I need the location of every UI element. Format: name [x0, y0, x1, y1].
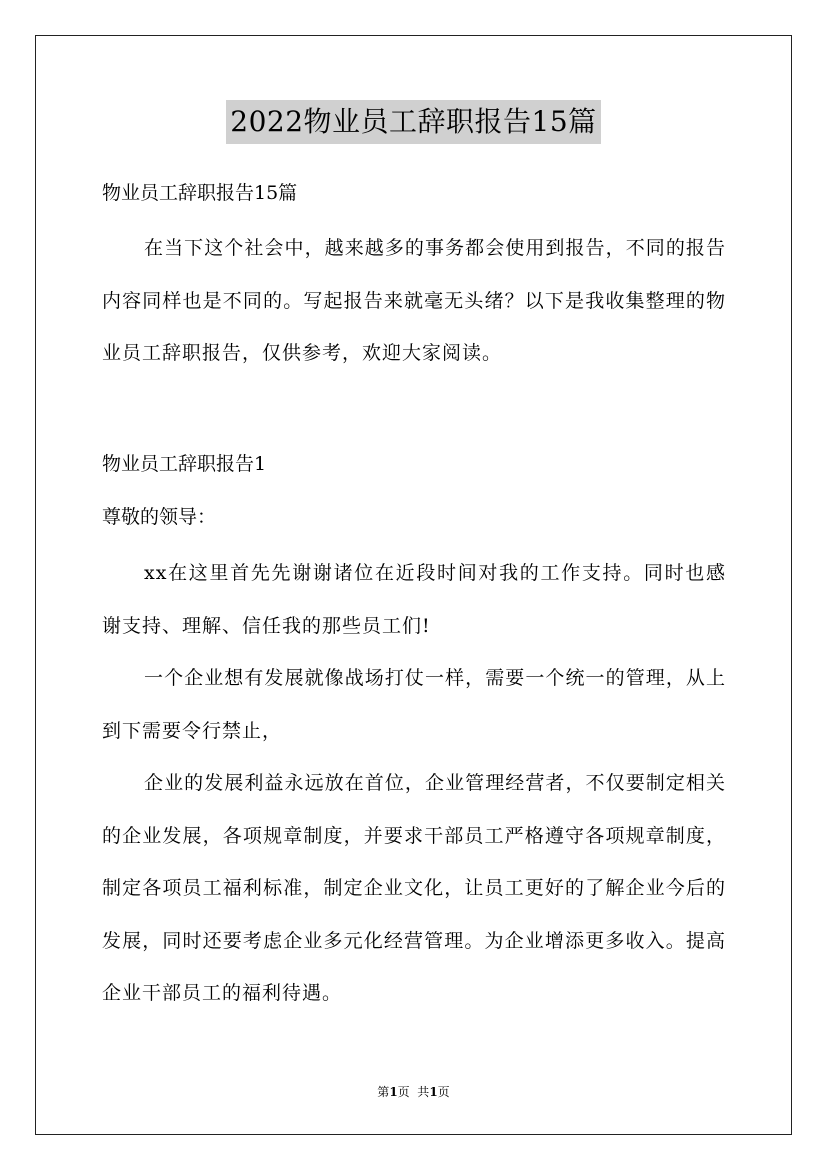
body-paragraph: 企业的发展利益永远放在首位，企业管理经营者，不仅要制定相关的企业发展，各项规章制度，并要求干部员工严格遵守各项规章制度，制定各项员工福利标准，制定企业文化，让员工更好的了解企业今后的发展，同时还要考虑企业多元化经营管理。为企业增添更多收入。提高企业干部员工的福利待遇。: [102, 772, 726, 1004]
footer-total-pages: 1: [429, 1085, 438, 1099]
footer-total-suffix: 页: [437, 1085, 450, 1099]
salutation: 尊敬的领导：: [102, 506, 217, 528]
body-paragraph: 一个企业想有发展就像战场打仗一样，需要一个统一的管理，从上到下需要令行禁止，: [102, 667, 726, 742]
footer-page-suffix: 页 共: [397, 1085, 430, 1099]
body-paragraph: xx在这里首先先谢谢诸位在近段时间对我的工作支持。同时也感谢支持、理解、信任我的那些员工们!: [102, 562, 726, 637]
document-title: 2022物业员工辞职报告15篇: [226, 100, 600, 144]
footer-page-prefix: 第: [377, 1085, 390, 1099]
document-subtitle: 物业员工辞职报告15篇: [102, 182, 298, 204]
section-heading: 物业员工辞职报告1: [102, 453, 267, 475]
page-footer: [0, 1084, 827, 1100]
title-container: [0, 100, 827, 144]
footer-page-number: 1: [389, 1085, 398, 1099]
intro-paragraph: 在当下这个社会中，越来越多的事务都会使用到报告，不同的报告内容同样也是不同的。写起报告来就毫无头绪？以下是我收集整理的物业员工辞职报告，仅供参考，欢迎大家阅读。: [102, 237, 726, 364]
